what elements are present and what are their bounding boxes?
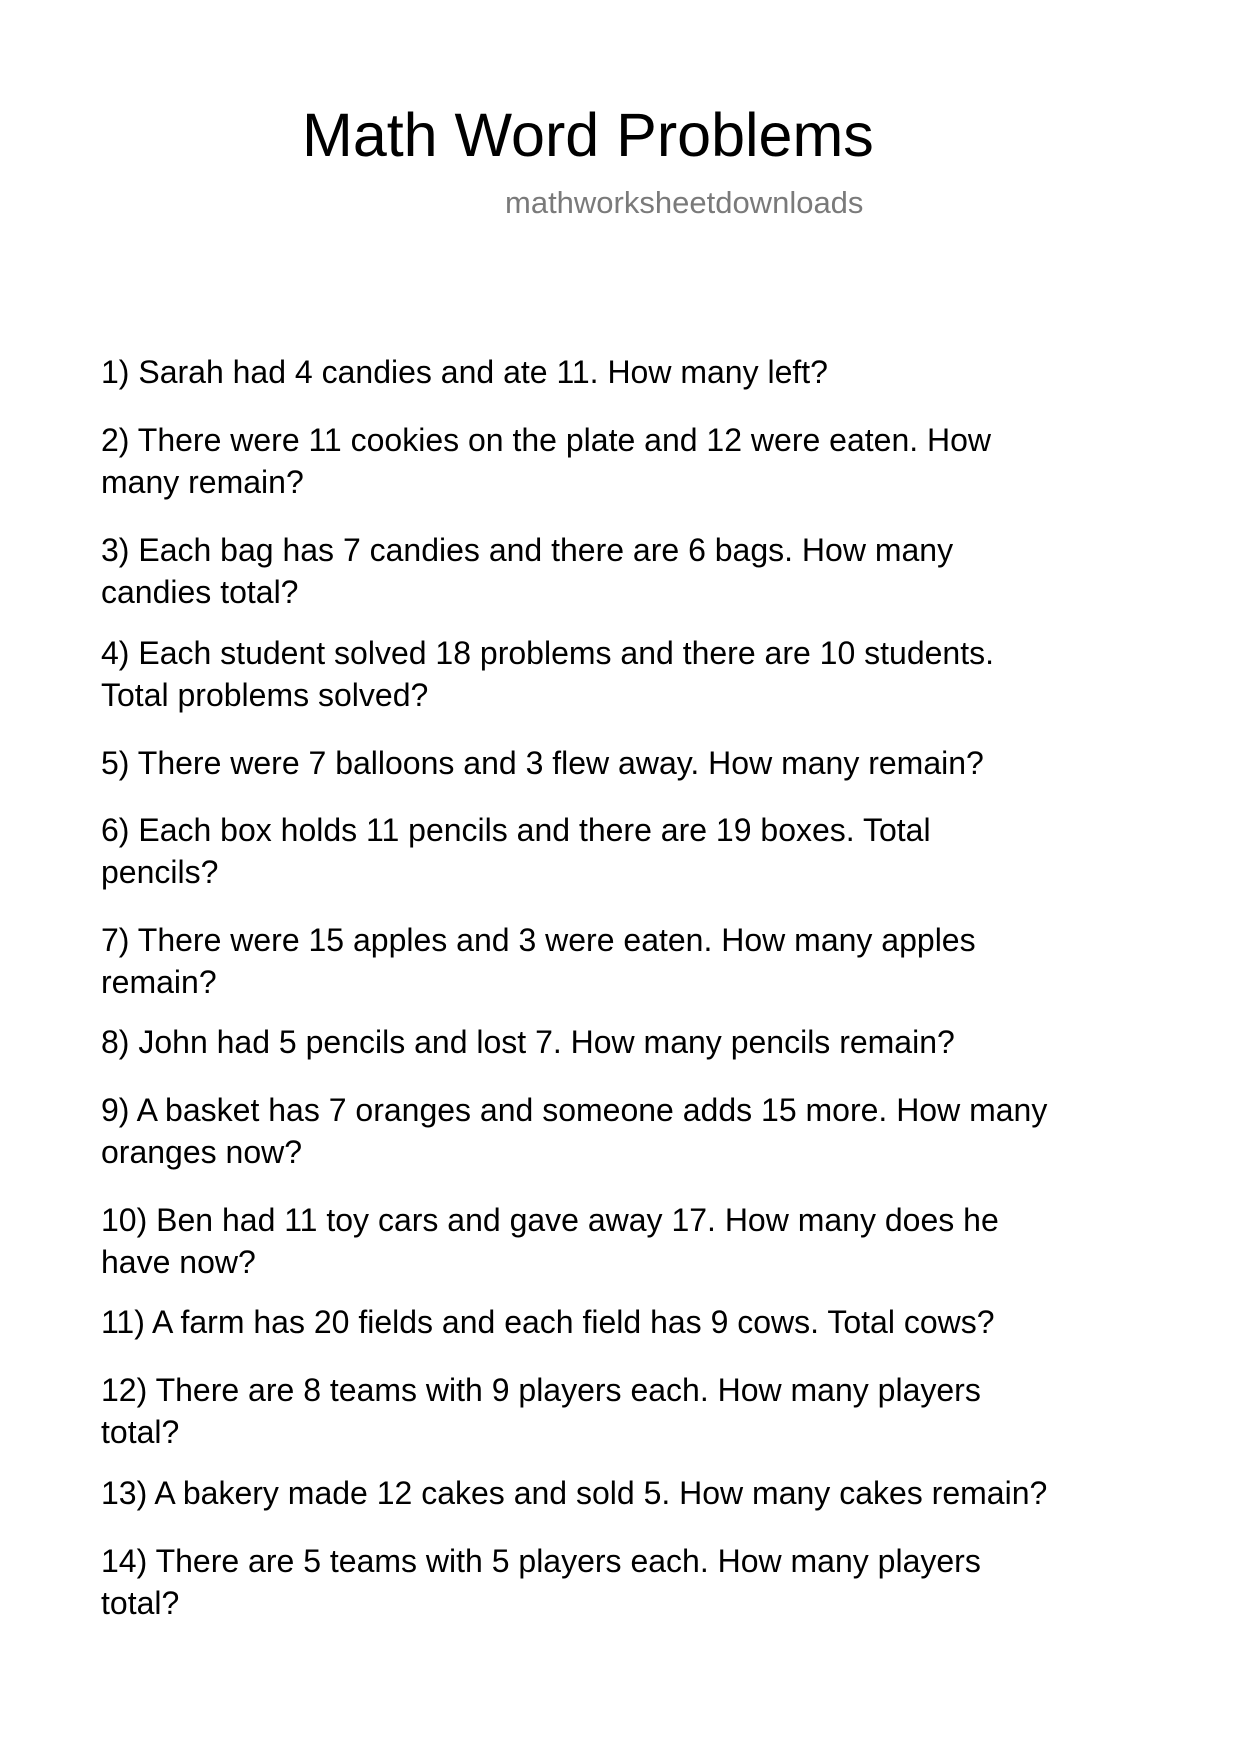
problem-10 bbox=[101, 1199, 999, 1283]
problem-line: 1) Sarah had 4 candies and ate 11. How many left? bbox=[101, 354, 828, 390]
problem-line: oranges now? bbox=[101, 1134, 303, 1170]
problem-6 bbox=[101, 809, 931, 893]
problem-3 bbox=[101, 529, 953, 613]
problem-1 bbox=[101, 351, 828, 393]
problem-line: 6) Each box holds 11 pencils and there are 19 boxes. Total bbox=[101, 812, 931, 848]
problem-line: 8) John had 5 pencils and lost 7. How many pencils remain? bbox=[101, 1024, 955, 1060]
problem-line: 10) Ben had 11 toy cars and gave away 17. How many does he bbox=[101, 1202, 999, 1238]
page-title: Math Word Problems bbox=[302, 101, 874, 169]
problem-13 bbox=[101, 1472, 1047, 1514]
problem-line: total? bbox=[101, 1585, 180, 1621]
problem-8 bbox=[101, 1021, 955, 1063]
problem-line: many remain? bbox=[101, 464, 304, 500]
problem-line: Total problems solved? bbox=[101, 677, 429, 713]
problem-9 bbox=[101, 1089, 1047, 1173]
problem-line: pencils? bbox=[101, 854, 219, 890]
problem-line: remain? bbox=[101, 964, 217, 1000]
problem-5 bbox=[101, 742, 984, 784]
problem-line: 3) Each bag has 7 candies and there are 6 bags. How many bbox=[101, 532, 954, 568]
problem-line: 11) A farm has 20 fields and each field has 9 cows. Total cows? bbox=[101, 1304, 995, 1340]
problem-12 bbox=[101, 1369, 981, 1453]
problem-2 bbox=[101, 419, 991, 503]
problem-14 bbox=[101, 1540, 981, 1624]
problem-line: 2) There were 11 cookies on the plate and 12 were eaten. How bbox=[101, 422, 992, 458]
page-subtitle: mathworksheetdownloads bbox=[505, 185, 864, 220]
problem-line: 9) A basket has 7 oranges and someone adds 15 more. How many bbox=[101, 1092, 1048, 1128]
problem-line: 7) There were 15 apples and 3 were eaten. How many apples bbox=[101, 922, 976, 958]
problem-line: have now? bbox=[101, 1244, 256, 1280]
problem-11 bbox=[101, 1301, 995, 1343]
problem-line: 13) A bakery made 12 cakes and sold 5. How many cakes remain? bbox=[101, 1475, 1048, 1511]
problem-line: candies total? bbox=[101, 574, 299, 610]
problem-line: 12) There are 8 teams with 9 players each. How many players bbox=[101, 1372, 981, 1408]
problem-line: 14) There are 5 teams with 5 players each. How many players bbox=[101, 1543, 981, 1579]
problem-line: 4) Each student solved 18 problems and there are 10 students. bbox=[101, 635, 994, 671]
problem-line: total? bbox=[101, 1414, 180, 1450]
problem-4 bbox=[101, 632, 994, 716]
problem-line: 5) There were 7 balloons and 3 flew away. How many remain? bbox=[101, 745, 984, 781]
problem-7 bbox=[101, 919, 976, 1003]
